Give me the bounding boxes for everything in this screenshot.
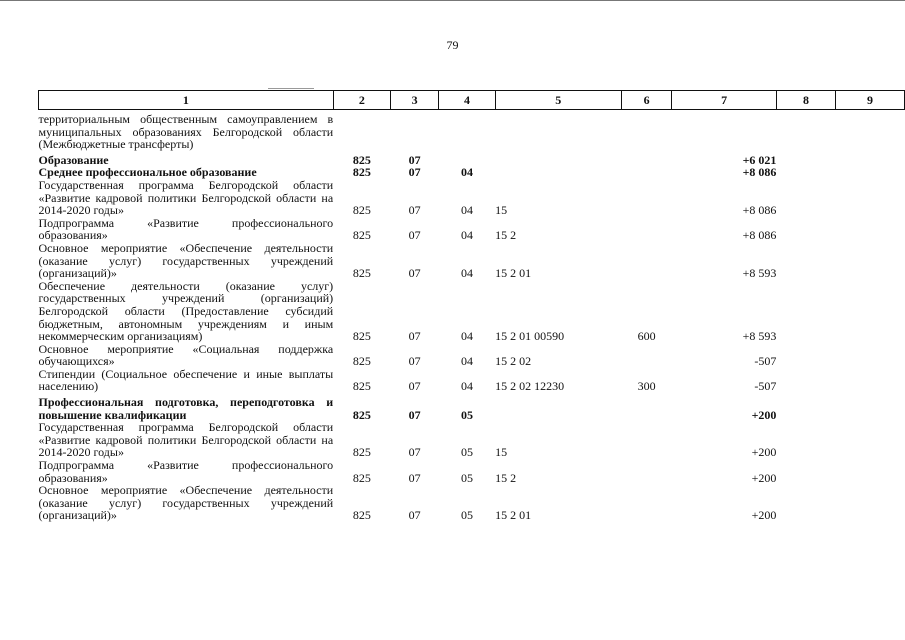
table-row (39, 110, 905, 151)
row-col-9 (836, 166, 905, 179)
row-target-article (495, 166, 621, 179)
row-expense-type (621, 110, 671, 151)
row-col-8 (776, 459, 835, 484)
row-amount: -507 (754, 354, 777, 369)
table-row (39, 393, 905, 421)
row-target-article (495, 151, 621, 167)
row-subsection: 04 (460, 354, 473, 369)
row-col-9 (836, 393, 905, 421)
header-col-2: 2 (333, 91, 390, 110)
row-name: территориальным общественным самоуправлением в муниципальных образованиях Белгородской области (Межбюджетные трансферты) (38, 112, 334, 152)
row-name: Подпрограмма «Развитие профессионального образования» (38, 458, 334, 485)
row-target-article: 15 2 (495, 470, 517, 485)
table-row (39, 179, 905, 217)
row-section: 07 (408, 470, 421, 485)
row-col-8 (776, 179, 835, 217)
row-col-9 (836, 217, 905, 242)
row-col-8 (776, 368, 835, 393)
header-col-1: 1 (39, 91, 334, 110)
row-target-article (495, 393, 621, 421)
row-col-9 (836, 110, 905, 151)
table-row (39, 421, 905, 459)
row-subsection: 05 (460, 508, 473, 523)
row-col-9 (836, 242, 905, 280)
row-expense-type: 600 (637, 329, 656, 344)
page-number: 79 (446, 38, 459, 52)
header-row (39, 91, 905, 110)
row-col-8 (776, 151, 835, 167)
row-expense-type (621, 343, 671, 368)
row-name: Среднее профессиональное образование (38, 165, 257, 180)
budget-table (38, 90, 905, 522)
row-code: 825 (352, 228, 371, 243)
row-subsection (439, 151, 495, 167)
row-section: 07 (408, 354, 421, 369)
row-name: Государственная программа Белгородской области «Развитие кадровой политики Белгородской области на 2014-2020 годы» (38, 177, 334, 218)
row-subsection: 05 (460, 470, 473, 485)
row-expense-type (621, 393, 671, 421)
table-body (39, 110, 905, 523)
row-section (391, 110, 439, 151)
row-target-article: 15 (495, 203, 508, 218)
row-amount: +8 593 (742, 266, 777, 281)
row-code: 825 (352, 407, 371, 422)
row-subsection: 04 (460, 165, 473, 180)
table-row (39, 217, 905, 242)
row-code: 825 (352, 379, 371, 394)
row-target-article: 15 (495, 445, 508, 460)
row-expense-type (621, 242, 671, 280)
row-name: Основное мероприятие «Обеспечение деятельности (оказание услуг) государственных учреждений (организаций)» (38, 240, 334, 281)
row-subsection: 04 (460, 329, 473, 344)
row-col-8 (776, 421, 835, 459)
row-name: Государственная программа Белгородской области «Развитие кадровой политики Белгородской области на 2014-2020 годы» (38, 420, 334, 460)
row-col-9 (836, 484, 905, 522)
row-amount: +200 (751, 470, 777, 485)
row-subsection: 04 (460, 266, 473, 281)
row-target-article: 15 2 01 00590 (495, 329, 565, 344)
row-section: 07 (408, 266, 421, 281)
row-col-9 (836, 280, 905, 343)
table-row (39, 343, 905, 368)
row-name: Обеспечение деятельности (оказание услуг) государственных учреждений (организаций) Белгородской области (Предоставление субсидий бюджетным, автономным учреждениям и иным некоммерческим организациям) (38, 278, 334, 344)
row-code: 825 (352, 165, 371, 180)
row-col-8 (776, 110, 835, 151)
row-col-9 (836, 368, 905, 393)
scan-artifact-line (268, 88, 314, 89)
table-row (39, 242, 905, 280)
row-col-8 (776, 484, 835, 522)
row-col-9 (836, 459, 905, 484)
row-col-9 (836, 343, 905, 368)
row-expense-type (621, 166, 671, 179)
row-target-article (495, 110, 621, 151)
row-col-8 (776, 166, 835, 179)
row-subsection: 04 (460, 203, 473, 218)
top-border (0, 0, 905, 1)
row-code: 825 (352, 354, 371, 369)
table-row (39, 151, 905, 167)
row-amount: +8 086 (742, 203, 777, 218)
row-subsection: 05 (460, 407, 473, 422)
row-col-9 (836, 421, 905, 459)
header-col-5: 5 (495, 91, 621, 110)
row-amount: +200 (751, 508, 777, 523)
header-col-6: 6 (621, 91, 671, 110)
table-row (39, 484, 905, 522)
header-col-9: 9 (836, 91, 905, 110)
row-expense-type (621, 179, 671, 217)
row-code (333, 110, 390, 151)
row-code: 825 (352, 508, 371, 523)
row-col-8 (776, 280, 835, 343)
table-row (39, 280, 905, 343)
row-expense-type (621, 217, 671, 242)
row-section: 07 (408, 203, 421, 218)
row-amount: +8 593 (742, 329, 777, 344)
row-col-8 (776, 343, 835, 368)
row-name: Подпрограмма «Развитие профессионального образования» (38, 215, 334, 243)
row-code: 825 (352, 470, 371, 485)
row-col-8 (776, 242, 835, 280)
row-code: 825 (352, 152, 371, 167)
row-col-8 (776, 217, 835, 242)
row-expense-type (621, 151, 671, 167)
row-col-9 (836, 151, 905, 167)
table-row (39, 459, 905, 484)
row-expense-type (621, 459, 671, 484)
row-name: Стипендии (Социальное обеспечение и иные выплаты населению) (38, 366, 334, 394)
row-section: 07 (408, 152, 421, 167)
row-amount: +200 (751, 407, 777, 422)
row-section: 07 (408, 407, 421, 422)
row-subsection: 05 (460, 445, 473, 460)
header-col-3: 3 (391, 91, 439, 110)
row-name: Образование (38, 152, 109, 167)
row-name: Основное мероприятие «Обеспечение деятельности (оказание услуг) государственных учреждений (организаций)» (38, 483, 334, 523)
row-code: 825 (352, 203, 371, 218)
row-amount: +6 021 (742, 152, 777, 167)
row-name: Профессиональная подготовка, переподготовка и повышение квалификации (38, 395, 334, 422)
row-amount: +8 086 (742, 228, 777, 243)
row-col-9 (836, 179, 905, 217)
row-subsection: 04 (460, 379, 473, 394)
row-amount (672, 110, 777, 151)
row-section: 07 (408, 329, 421, 344)
row-subsection: 04 (460, 228, 473, 243)
header-col-4: 4 (439, 91, 495, 110)
row-target-article: 15 2 02 (495, 354, 532, 369)
row-section: 07 (408, 508, 421, 523)
row-code: 825 (352, 445, 371, 460)
row-section: 07 (408, 165, 421, 180)
row-target-article: 15 2 02 12230 (495, 379, 565, 394)
header-col-8: 8 (776, 91, 835, 110)
row-code: 825 (352, 329, 371, 344)
header-col-7: 7 (672, 91, 777, 110)
row-section: 07 (408, 445, 421, 460)
row-amount: +200 (751, 445, 777, 460)
row-expense-type (621, 484, 671, 522)
row-section: 07 (408, 228, 421, 243)
row-expense-type (621, 421, 671, 459)
row-name: Основное мероприятие «Социальная поддержка обучающихся» (38, 341, 334, 369)
row-amount: +8 086 (742, 165, 777, 180)
row-expense-type: 300 (637, 379, 656, 394)
row-target-article: 15 2 (495, 228, 517, 243)
table-row (39, 368, 905, 393)
row-target-article: 15 2 01 (495, 266, 532, 281)
row-target-article: 15 2 01 (495, 508, 532, 523)
row-code: 825 (352, 266, 371, 281)
row-subsection (439, 110, 495, 151)
row-col-8 (776, 393, 835, 421)
row-amount: -507 (754, 379, 777, 394)
row-section: 07 (408, 379, 421, 394)
